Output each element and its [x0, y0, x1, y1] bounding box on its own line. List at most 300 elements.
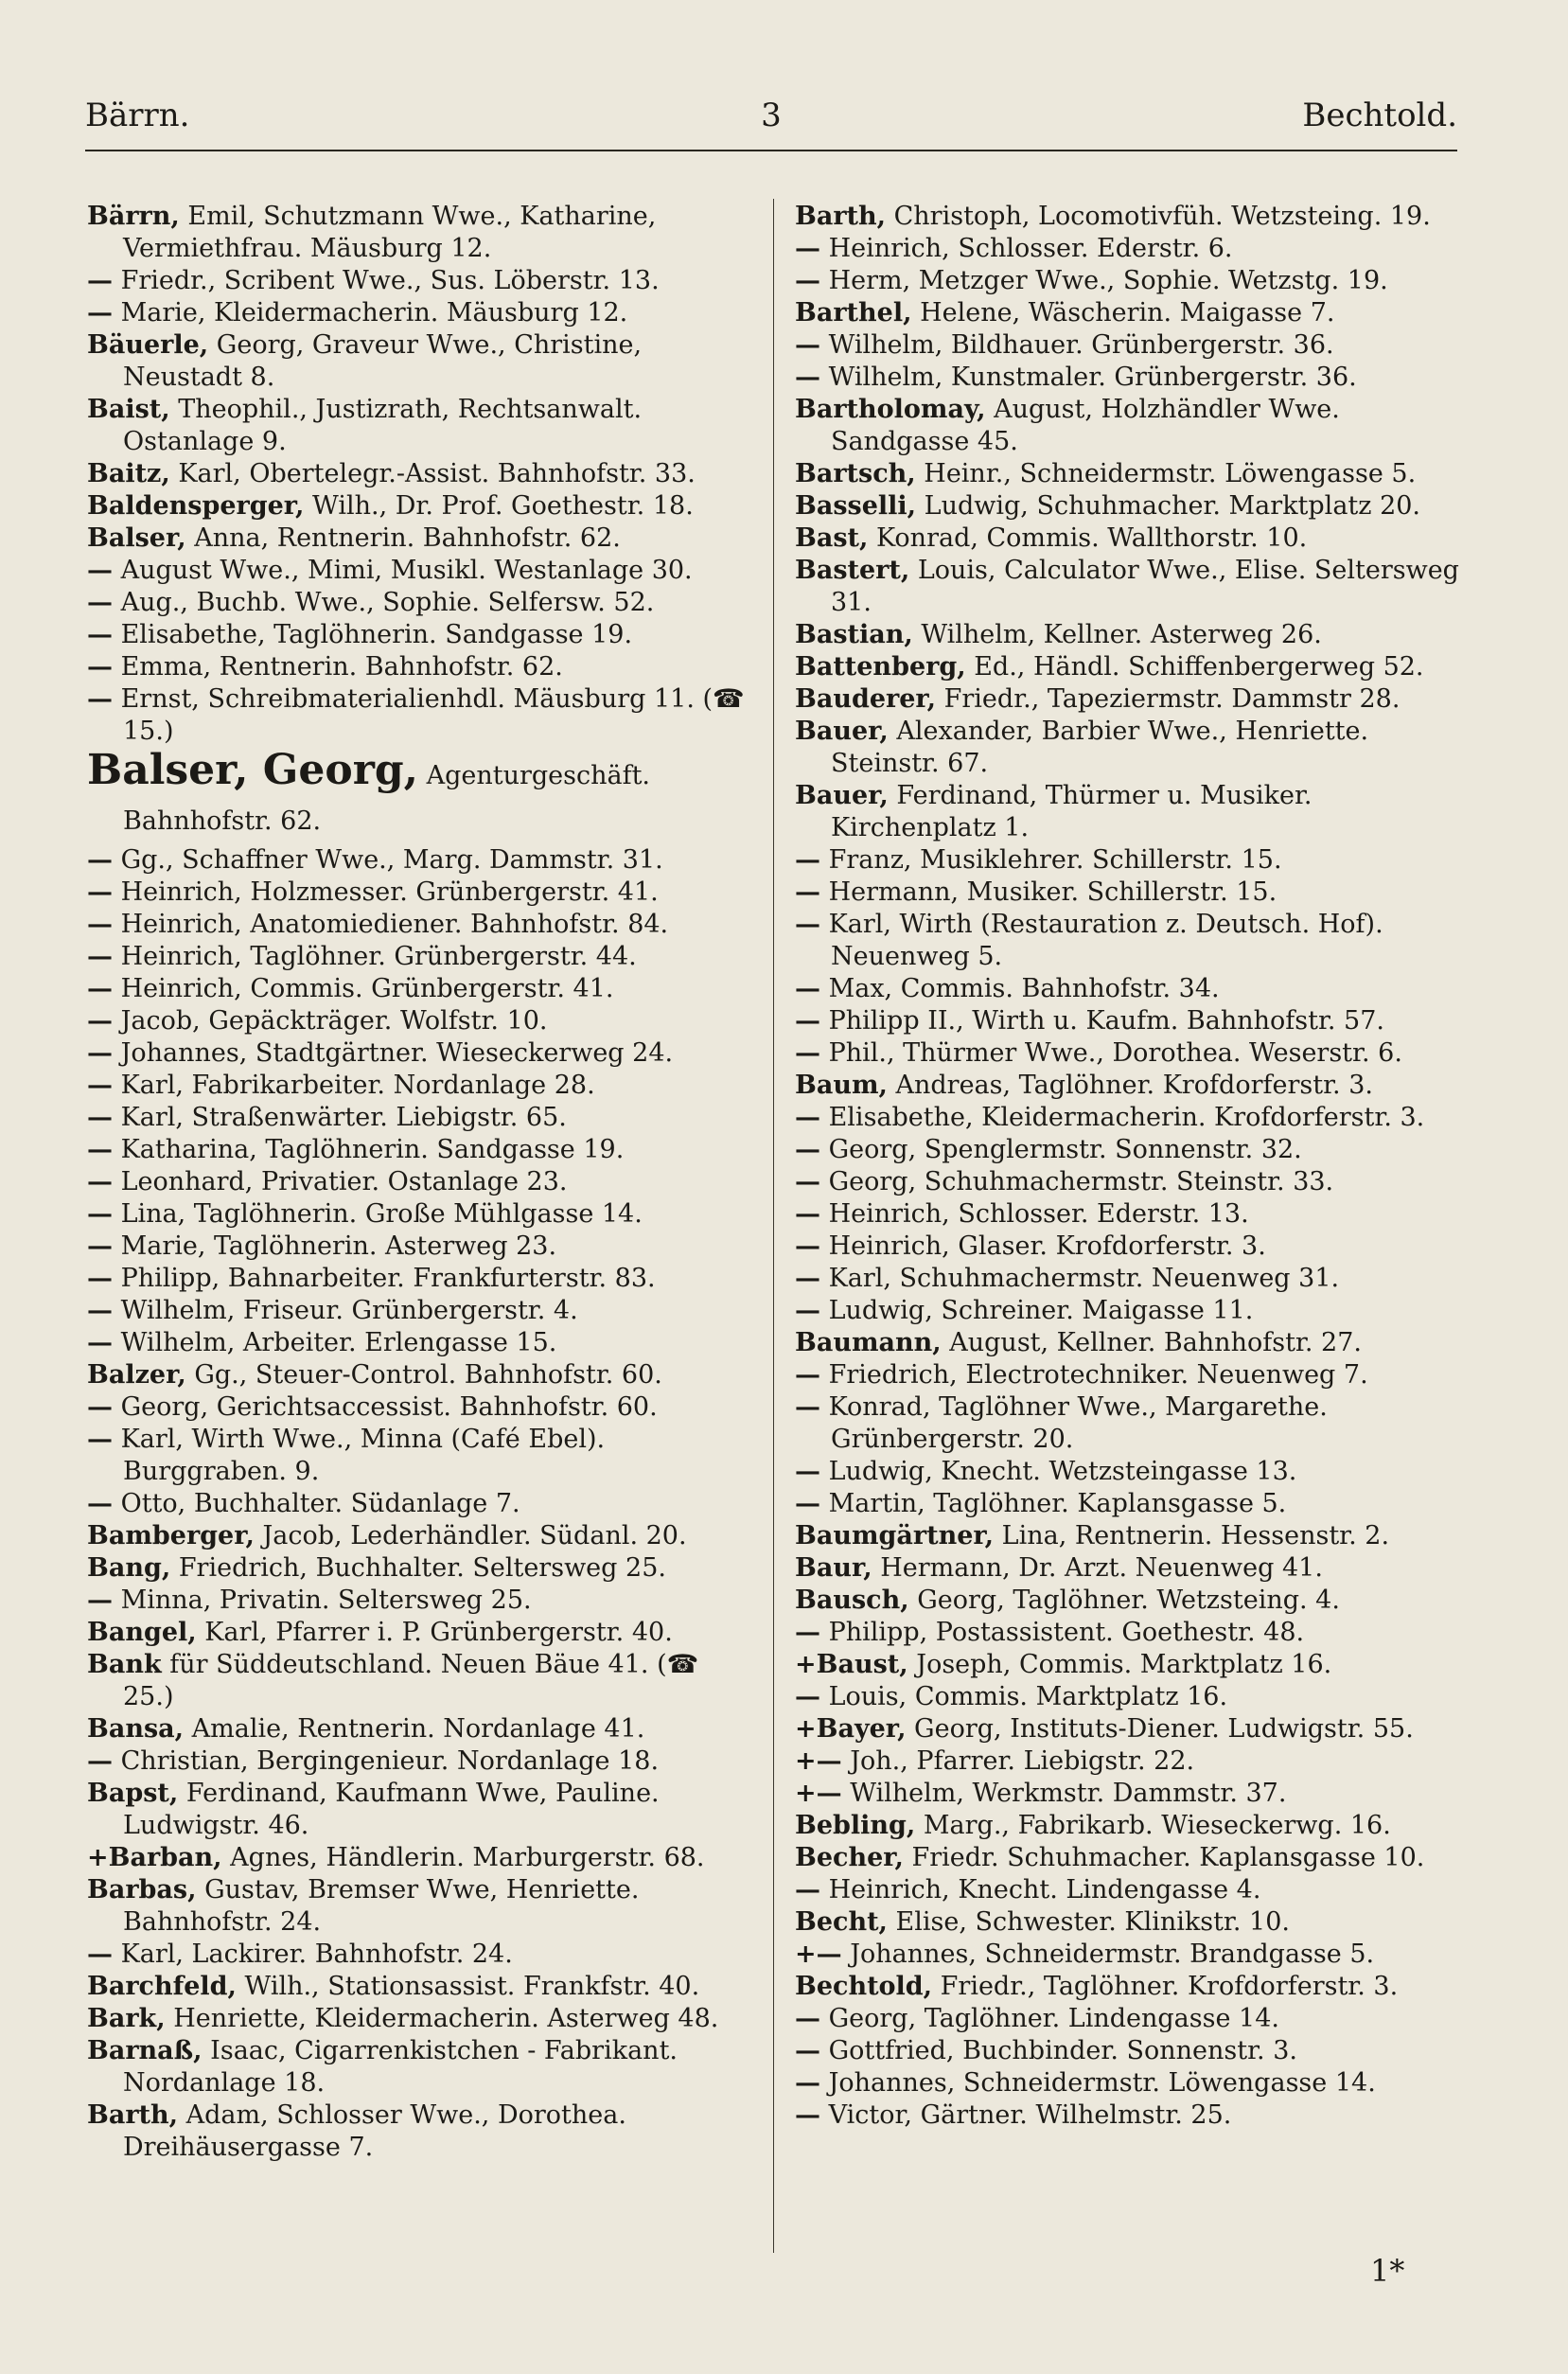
- entry-surname: Bauer,: [795, 781, 889, 810]
- entry-surname: Baldensperger,: [87, 491, 305, 521]
- directory-entry: [795, 1166, 1465, 1198]
- directory-entry: [87, 1939, 757, 1971]
- entry-details: Max, Commis. Bahnhofstr. 34.: [820, 974, 1220, 1003]
- directory-entry: [795, 329, 1465, 362]
- directory-entry: [87, 1649, 757, 1713]
- entry-surname: Baumann,: [795, 1328, 942, 1357]
- entry-surname: Bausch,: [795, 1586, 909, 1615]
- directory-entry: [87, 1231, 757, 1263]
- entry-details: Georg, Spenglermstr. Sonnenstr. 32.: [820, 1135, 1302, 1164]
- entry-details: Karl, Straßenwärter. Liebigstr. 65.: [113, 1103, 567, 1132]
- entry-surname: —: [87, 1392, 113, 1422]
- directory-entry: [87, 394, 757, 458]
- entry-details: Lina, Rentnerin. Hessenstr. 2.: [994, 1521, 1390, 1550]
- entry-surname: —: [87, 1940, 113, 1969]
- entry-surname: —: [795, 1489, 820, 1518]
- entry-surname: —: [87, 266, 113, 295]
- entry-surname: —: [795, 330, 820, 360]
- entry-details: Philipp, Bahnarbeiter. Frankfurterstr. 83.: [113, 1264, 656, 1293]
- directory-entry: [87, 265, 757, 297]
- entry-surname: —: [87, 1425, 113, 1454]
- directory-entry: [795, 1231, 1465, 1263]
- entry-details: Friedr., Scribent Wwe., Sus. Löberstr. 13.: [113, 266, 660, 295]
- directory-entry: [795, 1810, 1465, 1842]
- entry-details: Emil, Schutzmann Wwe., Katharine, Vermiethfrau. Mäusburg 12.: [123, 202, 657, 263]
- entry-surname: —: [795, 845, 820, 875]
- entry-details: Friedr., Taglöhner. Krofdorferstr. 3.: [932, 1972, 1399, 2001]
- entry-surname: Baist,: [87, 395, 170, 424]
- entry-surname: —: [795, 1135, 820, 1164]
- entry-surname: Baum,: [795, 1071, 888, 1100]
- directory-entry: [87, 1520, 757, 1552]
- entry-surname: Bauer,: [795, 717, 889, 746]
- entry-details: Christian, Bergingenieur. Nordanlage 18.: [113, 1746, 660, 1776]
- directory-entry: [795, 1327, 1465, 1359]
- directory-entry: [87, 1778, 757, 1842]
- entry-details: Heinrich, Anatomiediener. Bahnhofstr. 84.: [113, 910, 669, 939]
- entry-details: Georg, Graveur Wwe., Christine, Neustadt 8.: [123, 330, 643, 392]
- page-header: [85, 97, 1457, 144]
- entry-surname: —: [795, 1199, 820, 1229]
- directory-entry: [87, 1713, 757, 1745]
- entry-surname: Bechtold,: [795, 1972, 933, 2001]
- entry-details: Joseph, Commis. Marktplatz 16.: [907, 1650, 1332, 1679]
- directory-entry: [795, 394, 1465, 458]
- entry-surname: Bastian,: [795, 620, 913, 649]
- entry-details: Georg, Taglöhner. Wetzsteing. 4.: [908, 1586, 1340, 1615]
- entry-details: Leonhard, Privatier. Ostanlage 23.: [113, 1167, 568, 1196]
- entry-surname: —: [87, 1231, 113, 1261]
- directory-entry: [87, 587, 757, 619]
- entry-details: Herm, Metzger Wwe., Sophie. Wetzstg. 19.: [820, 266, 1388, 295]
- entry-surname: —: [87, 298, 113, 328]
- entry-details: Wilhelm, Bildhauer. Grünbergerstr. 36.: [820, 330, 1334, 360]
- entry-surname: —: [795, 1103, 820, 1132]
- entry-surname: +—: [795, 1746, 842, 1776]
- entry-surname: Bebling,: [795, 1811, 916, 1840]
- entry-details: für Süddeutschland. Neuen Bäue 41. (☎ 25.): [123, 1650, 699, 1711]
- column-divider: [773, 199, 774, 2253]
- entry-details: Karl, Fabrikarbeiter. Nordanlage 28.: [113, 1071, 595, 1100]
- directory-entry: [795, 1070, 1465, 1102]
- entry-details: Heinrich, Taglöhner. Grünbergerstr. 44.: [113, 942, 637, 971]
- entry-surname: —: [87, 1328, 113, 1357]
- entry-surname: —: [87, 556, 113, 585]
- directory-entry: [87, 1198, 757, 1231]
- header-left-keyword: Bärrn.: [85, 97, 190, 134]
- entry-details: Minna, Privatin. Seltersweg 25.: [113, 1586, 532, 1615]
- entry-details: August Wwe., Mimi, Musikl. Westanlage 30.: [113, 556, 693, 585]
- entry-details: Franz, Musiklehrer. Schillerstr. 15.: [820, 845, 1282, 875]
- entry-details: Heinrich, Schlosser. Ederstr. 13.: [820, 1199, 1249, 1229]
- directory-entry: [795, 1617, 1465, 1649]
- entry-surname: Balser, Georg,: [87, 746, 418, 794]
- entry-surname: —: [795, 1618, 820, 1647]
- directory-entry: [795, 2003, 1465, 2035]
- directory-entry: [795, 1939, 1465, 1971]
- entry-details: Philipp, Postassistent. Goethestr. 48.: [820, 1618, 1305, 1647]
- entry-details: Friedrich, Electrotechniker. Neuenweg 7.: [820, 1360, 1368, 1390]
- entry-surname: Barth,: [87, 2100, 179, 2130]
- entry-surname: —: [87, 1006, 113, 1036]
- entry-surname: Bartholomay,: [795, 395, 986, 424]
- entry-details: Georg, Instituts-Diener. Ludwigstr. 55.: [906, 1714, 1414, 1744]
- directory-entry: [795, 1037, 1465, 1070]
- directory-entry: [87, 1391, 757, 1424]
- entry-surname: —: [795, 2068, 820, 2098]
- entry-details: Hermann, Dr. Arzt. Neuenweg 41.: [872, 1553, 1323, 1583]
- directory-entry: [795, 1713, 1465, 1745]
- entry-details: Georg, Schuhmachermstr. Steinstr. 33.: [820, 1167, 1334, 1196]
- directory-entry: [87, 1295, 757, 1327]
- directory-entry: [87, 1134, 757, 1166]
- entry-surname: —: [795, 2004, 820, 2033]
- entry-surname: —: [87, 620, 113, 649]
- entry-details: Ludwig, Schuhmacher. Marktplatz 20.: [916, 491, 1421, 521]
- entry-surname: —: [87, 1167, 113, 1196]
- entry-details: Agnes, Händlerin. Marburgerstr. 68.: [221, 1843, 705, 1872]
- directory-entry: [795, 877, 1465, 909]
- entry-details: Wilhelm, Arbeiter. Erlengasse 15.: [113, 1328, 557, 1357]
- directory-entry: [795, 201, 1465, 233]
- entry-details: Ludwig, Schreiner. Maigasse 11.: [820, 1296, 1254, 1325]
- entry-surname: —: [87, 877, 113, 907]
- directory-entry: [795, 2067, 1465, 2099]
- entry-surname: —: [87, 1038, 113, 1068]
- entry-surname: Bangel,: [87, 1618, 197, 1647]
- entry-surname: —: [795, 910, 820, 939]
- directory-entry: [87, 523, 757, 555]
- directory-entry: [87, 1327, 757, 1359]
- entry-surname: —: [795, 1167, 820, 1196]
- directory-entry: [795, 1198, 1465, 1231]
- directory-entry: [795, 362, 1465, 394]
- directory-entry: [87, 1037, 757, 1070]
- entry-details: Johannes, Stadtgärtner. Wieseckerweg 24.: [113, 1038, 674, 1068]
- entry-surname: Barchfeld,: [87, 1972, 237, 2001]
- entry-surname: —: [795, 877, 820, 907]
- entry-details: August, Holzhändler Wwe. Sandgasse 45.: [831, 395, 1340, 456]
- entry-details: Ernst, Schreibmaterialienhdl. Mäusburg 11. (☎ 15.): [113, 684, 745, 746]
- directory-entry: [795, 1102, 1465, 1134]
- entry-surname: Barbas,: [87, 1875, 197, 1905]
- entry-surname: +—: [795, 1779, 842, 1808]
- entry-surname: Balser,: [87, 523, 186, 553]
- entry-surname: Basselli,: [795, 491, 917, 521]
- entry-details: Isaac, Cigarrenkistchen - Fabrikant. Nordanlage 18.: [123, 2036, 678, 2098]
- directory-entry: [795, 1359, 1465, 1391]
- entry-surname: —: [795, 1875, 820, 1905]
- directory-entry: [795, 683, 1465, 716]
- entry-surname: —: [87, 1296, 113, 1325]
- entry-surname: Becht,: [795, 1907, 888, 1937]
- directory-entry: [87, 1842, 757, 1874]
- entry-surname: Bang,: [87, 1553, 171, 1583]
- entry-surname: +—: [795, 1940, 842, 1969]
- entry-details: Georg, Gerichtsaccessist. Bahnhofstr. 60.: [113, 1392, 658, 1422]
- entry-surname: —: [87, 1264, 113, 1293]
- directory-entry: [87, 973, 757, 1005]
- entry-surname: —: [795, 234, 820, 263]
- entry-details: Elise, Schwester. Klinikstr. 10.: [887, 1907, 1290, 1937]
- directory-entry: [795, 1906, 1465, 1939]
- entry-details: Louis, Calculator Wwe., Elise. Seltersweg 31.: [831, 556, 1459, 617]
- directory-entry: [87, 297, 757, 329]
- entry-details: August, Kellner. Bahnhofstr. 27.: [941, 1328, 1362, 1357]
- entry-details: Heinr., Schneidermstr. Löwengasse 5.: [915, 459, 1417, 488]
- entry-surname: —: [795, 2036, 820, 2065]
- right-column: [795, 201, 1465, 2132]
- entry-details: Emma, Rentnerin. Bahnhofstr. 62.: [113, 652, 563, 682]
- header-rule: [85, 150, 1457, 151]
- directory-entry: [795, 1295, 1465, 1327]
- entry-details: Wilh., Dr. Prof. Goethestr. 18.: [304, 491, 694, 521]
- entry-surname: Barth,: [795, 202, 887, 231]
- entry-surname: —: [87, 845, 113, 875]
- directory-entry: [795, 233, 1465, 265]
- directory-entry: [795, 973, 1465, 1005]
- directory-entry: [795, 523, 1465, 555]
- entry-surname: +Baust,: [795, 1650, 908, 1679]
- entry-surname: Bast,: [795, 523, 869, 553]
- header-right-keyword: Bechtold.: [1302, 97, 1457, 134]
- entry-surname: Bansa,: [87, 1714, 185, 1744]
- directory-entry: [795, 1681, 1465, 1713]
- directory-entry: [795, 619, 1465, 651]
- directory-entry: [795, 490, 1465, 523]
- entry-surname: —: [87, 910, 113, 939]
- page-number: 3: [761, 97, 782, 134]
- entry-surname: —: [87, 1586, 113, 1615]
- directory-entry: [795, 909, 1465, 973]
- entry-surname: —: [87, 1135, 113, 1164]
- entry-surname: —: [795, 1360, 820, 1390]
- entry-details: Louis, Commis. Marktplatz 16.: [820, 1682, 1228, 1711]
- entry-details: Elisabethe, Kleidermacherin. Krofdorferstr. 3.: [820, 1103, 1425, 1132]
- entry-surname: Bäuerle,: [87, 330, 209, 360]
- directory-entry: [87, 844, 757, 877]
- entry-surname: +Bayer,: [795, 1714, 907, 1744]
- entry-surname: —: [87, 1103, 113, 1132]
- entry-details: Ferdinand, Thürmer u. Musiker. Kirchenplatz 1.: [831, 781, 1313, 842]
- directory-entry: [87, 1585, 757, 1617]
- directory-entry: [87, 651, 757, 683]
- directory-entry: [795, 555, 1465, 619]
- directory-entry: [795, 1263, 1465, 1295]
- entry-surname: —: [87, 1071, 113, 1100]
- entry-details: Friedr. Schuhmacher. Kaplansgasse 10.: [903, 1843, 1425, 1872]
- entry-details: Anna, Rentnerin. Bahnhofstr. 62.: [185, 523, 621, 553]
- entry-details: Gottfried, Buchbinder. Sonnenstr. 3.: [820, 2036, 1297, 2065]
- directory-entry: [795, 458, 1465, 490]
- directory-entry: [795, 1971, 1465, 2003]
- entry-details: Philipp II., Wirth u. Kaufm. Bahnhofstr. 57.: [820, 1006, 1384, 1036]
- entry-details: Heinrich, Glaser. Krofdorferstr. 3.: [820, 1231, 1266, 1261]
- entry-surname: —: [795, 1264, 820, 1293]
- directory-entry: [795, 2035, 1465, 2067]
- entry-surname: Baitz,: [87, 459, 170, 488]
- entry-surname: —: [795, 1231, 820, 1261]
- entry-details: Wilhelm, Friseur. Grünbergerstr. 4.: [113, 1296, 578, 1325]
- entry-details: Friedr., Tapeziermstr. Dammstr 28.: [936, 684, 1401, 714]
- entry-details: Joh., Pfarrer. Liebigstr. 22.: [841, 1746, 1195, 1776]
- entry-surname: Bamberger,: [87, 1521, 255, 1550]
- directory-entry: [87, 1102, 757, 1134]
- entry-details: Jacob, Lederhändler. Südanl. 20.: [254, 1521, 687, 1550]
- directory-entry: [87, 877, 757, 909]
- entry-details: Marie, Taglöhnerin. Asterweg 23.: [113, 1231, 557, 1261]
- directory-entry: [795, 1134, 1465, 1166]
- entry-details: Gg., Schaffner Wwe., Marg. Dammstr. 31.: [113, 845, 663, 875]
- directory-entry: [87, 1424, 757, 1488]
- entry-details: Marg., Fabrikarb. Wieseckerwg. 16.: [915, 1811, 1391, 1840]
- entry-surname: —: [795, 2100, 820, 2130]
- directory-entry: [87, 2003, 757, 2035]
- directory-entry: [87, 941, 757, 973]
- entry-details: Katharina, Taglöhnerin. Sandgasse 19.: [113, 1135, 625, 1164]
- entry-surname: Bartsch,: [795, 459, 916, 488]
- entry-surname: —: [795, 1682, 820, 1711]
- entry-details: Jacob, Gepäckträger. Wolfstr. 10.: [113, 1006, 548, 1036]
- entry-details: Hermann, Musiker. Schillerstr. 15.: [820, 877, 1277, 907]
- entry-surname: Balzer,: [87, 1360, 186, 1390]
- directory-entry: [795, 1745, 1465, 1778]
- entry-details: Andreas, Taglöhner. Krofdorferstr. 3.: [887, 1071, 1373, 1100]
- entry-details: Konrad, Commis. Wallthorstr. 10.: [868, 523, 1308, 553]
- directory-entry: [795, 1488, 1465, 1520]
- entry-details: Wilh., Stationsassist. Frankfstr. 40.: [236, 1972, 700, 2001]
- directory-entry: [795, 844, 1465, 877]
- directory-entry: [795, 1778, 1465, 1810]
- entry-details: Agenturgeschäft. Bahnhofstr. 62.: [123, 761, 651, 836]
- entry-surname: Barnaß,: [87, 2036, 203, 2065]
- directory-entry: [87, 555, 757, 587]
- directory-entry: [87, 458, 757, 490]
- signature-mark: 1*: [1370, 2253, 1405, 2289]
- left-column: [87, 201, 757, 2164]
- entry-surname: Bank: [87, 1650, 162, 1679]
- entry-surname: +Barban,: [87, 1843, 222, 1872]
- entry-details: Ludwig, Knecht. Wetzsteingasse 13.: [820, 1457, 1297, 1486]
- entry-details: Ferdinand, Kaufmann Wwe, Pauline. Ludwigstr. 46.: [123, 1779, 660, 1840]
- entry-details: Adam, Schlosser Wwe., Dorothea. Dreihäusergasse 7.: [123, 2100, 626, 2162]
- directory-entry: [795, 1391, 1465, 1456]
- entry-details: Johannes, Schneidermstr. Brandgasse 5.: [841, 1940, 1375, 1969]
- entry-details: Ed., Händl. Schiffenbergerweg 52.: [965, 652, 1424, 682]
- directory-entry: [795, 780, 1465, 844]
- directory-entry: [795, 1585, 1465, 1617]
- entry-details: Phil., Thürmer Wwe., Dorothea. Weserstr. 6.: [820, 1038, 1402, 1068]
- entry-surname: Becher,: [795, 1843, 904, 1872]
- directory-entry: [795, 1649, 1465, 1681]
- entry-details: Marie, Kleidermacherin. Mäusburg 12.: [113, 298, 628, 328]
- entry-details: Konrad, Taglöhner Wwe., Margarethe. Grünbergerstr. 20.: [820, 1392, 1328, 1454]
- entry-details: Karl, Wirth Wwe., Minna (Café Ebel). Burggraben. 9.: [113, 1425, 606, 1486]
- entry-surname: Bastert,: [795, 556, 910, 585]
- directory-entry: [87, 329, 757, 394]
- entry-surname: —: [87, 1746, 113, 1776]
- entry-surname: —: [795, 974, 820, 1003]
- entry-surname: Baur,: [795, 1553, 872, 1583]
- directory-entry: [87, 1874, 757, 1939]
- entry-details: Heinrich, Schlosser. Ederstr. 6.: [820, 234, 1233, 263]
- entry-details: Karl, Pfarrer i. P. Grünbergerstr. 40.: [196, 1618, 673, 1647]
- entry-surname: —: [795, 1038, 820, 1068]
- entry-surname: Barthel,: [795, 298, 912, 328]
- entry-details: Henriette, Kleidermacherin. Asterweg 48.: [165, 2004, 719, 2033]
- entry-surname: —: [795, 266, 820, 295]
- entry-details: Heinrich, Holzmesser. Grünbergerstr. 41.: [113, 877, 659, 907]
- entry-details: Theophil., Justizrath, Rechtsanwalt. Ostanlage 9.: [123, 395, 643, 456]
- entry-details: Heinrich, Commis. Grünbergerstr. 41.: [113, 974, 614, 1003]
- directory-entry: [87, 1070, 757, 1102]
- entry-surname: Bärrn,: [87, 202, 180, 231]
- directory-entry: [87, 490, 757, 523]
- entry-details: Helene, Wäscherin. Maigasse 7.: [911, 298, 1335, 328]
- directory-entry: [87, 1745, 757, 1778]
- directory-entry: [795, 651, 1465, 683]
- directory-entry: [87, 1617, 757, 1649]
- directory-entry: [87, 748, 757, 844]
- directory-entry: [87, 1263, 757, 1295]
- entry-surname: Battenberg,: [795, 652, 966, 682]
- entry-details: Otto, Buchhalter. Südanlage 7.: [113, 1489, 520, 1518]
- entry-details: Wilhelm, Kellner. Asterweg 26.: [912, 620, 1322, 649]
- entry-surname: —: [795, 1392, 820, 1422]
- directory-entry: [795, 1552, 1465, 1585]
- entry-surname: —: [87, 1489, 113, 1518]
- directory-entry: [87, 1971, 757, 2003]
- entry-details: Karl, Obertelegr.-Assist. Bahnhofstr. 33.: [169, 459, 696, 488]
- entry-surname: —: [87, 942, 113, 971]
- entry-details: Amalie, Rentnerin. Nordanlage 41.: [184, 1714, 645, 1744]
- directory-entry: [87, 1488, 757, 1520]
- entry-details: Martin, Taglöhner. Kaplansgasse 5.: [820, 1489, 1287, 1518]
- directory-entry: [795, 716, 1465, 780]
- directory-entry: [795, 2099, 1465, 2132]
- directory-entry: [795, 1456, 1465, 1488]
- directory-entry: [795, 1005, 1465, 1037]
- directory-entry: [87, 1359, 757, 1391]
- directory-entry: [795, 1874, 1465, 1906]
- entry-surname: —: [795, 1457, 820, 1486]
- entry-surname: —: [87, 588, 113, 617]
- entry-details: Johannes, Schneidermstr. Löwengasse 14.: [820, 2068, 1376, 2098]
- entry-surname: Baumgärtner,: [795, 1521, 995, 1550]
- entry-details: Heinrich, Knecht. Lindengasse 4.: [820, 1875, 1261, 1905]
- entry-surname: —: [87, 684, 113, 714]
- directory-entry: [87, 201, 757, 265]
- directory-entry: [87, 1166, 757, 1198]
- directory-entry: [795, 1842, 1465, 1874]
- directory-entry: [795, 297, 1465, 329]
- entry-details: Lina, Taglöhnerin. Große Mühlgasse 14.: [113, 1199, 643, 1229]
- directory-entry: [87, 1552, 757, 1585]
- directory-entry: [87, 2035, 757, 2099]
- directory-entry: [87, 909, 757, 941]
- entry-surname: —: [87, 974, 113, 1003]
- entry-details: Friedrich, Buchhalter. Seltersweg 25.: [170, 1553, 666, 1583]
- directory-entry: [795, 265, 1465, 297]
- entry-details: Alexander, Barbier Wwe., Henriette. Steinstr. 67.: [831, 717, 1369, 778]
- entry-details: Victor, Gärtner. Wilhelmstr. 25.: [820, 2100, 1232, 2130]
- entry-details: Wilhelm, Kunstmaler. Grünbergerstr. 36.: [820, 363, 1357, 392]
- directory-entry: [795, 1520, 1465, 1552]
- entry-details: Gg., Steuer-Control. Bahnhofstr. 60.: [185, 1360, 662, 1390]
- entry-details: Christoph, Locomotivfüh. Wetzsteing. 19.: [886, 202, 1431, 231]
- entry-details: Gustav, Bremser Wwe, Henriette. Bahnhofstr. 24.: [123, 1875, 640, 1937]
- entry-details: Georg, Taglöhner. Lindengasse 14.: [820, 2004, 1279, 2033]
